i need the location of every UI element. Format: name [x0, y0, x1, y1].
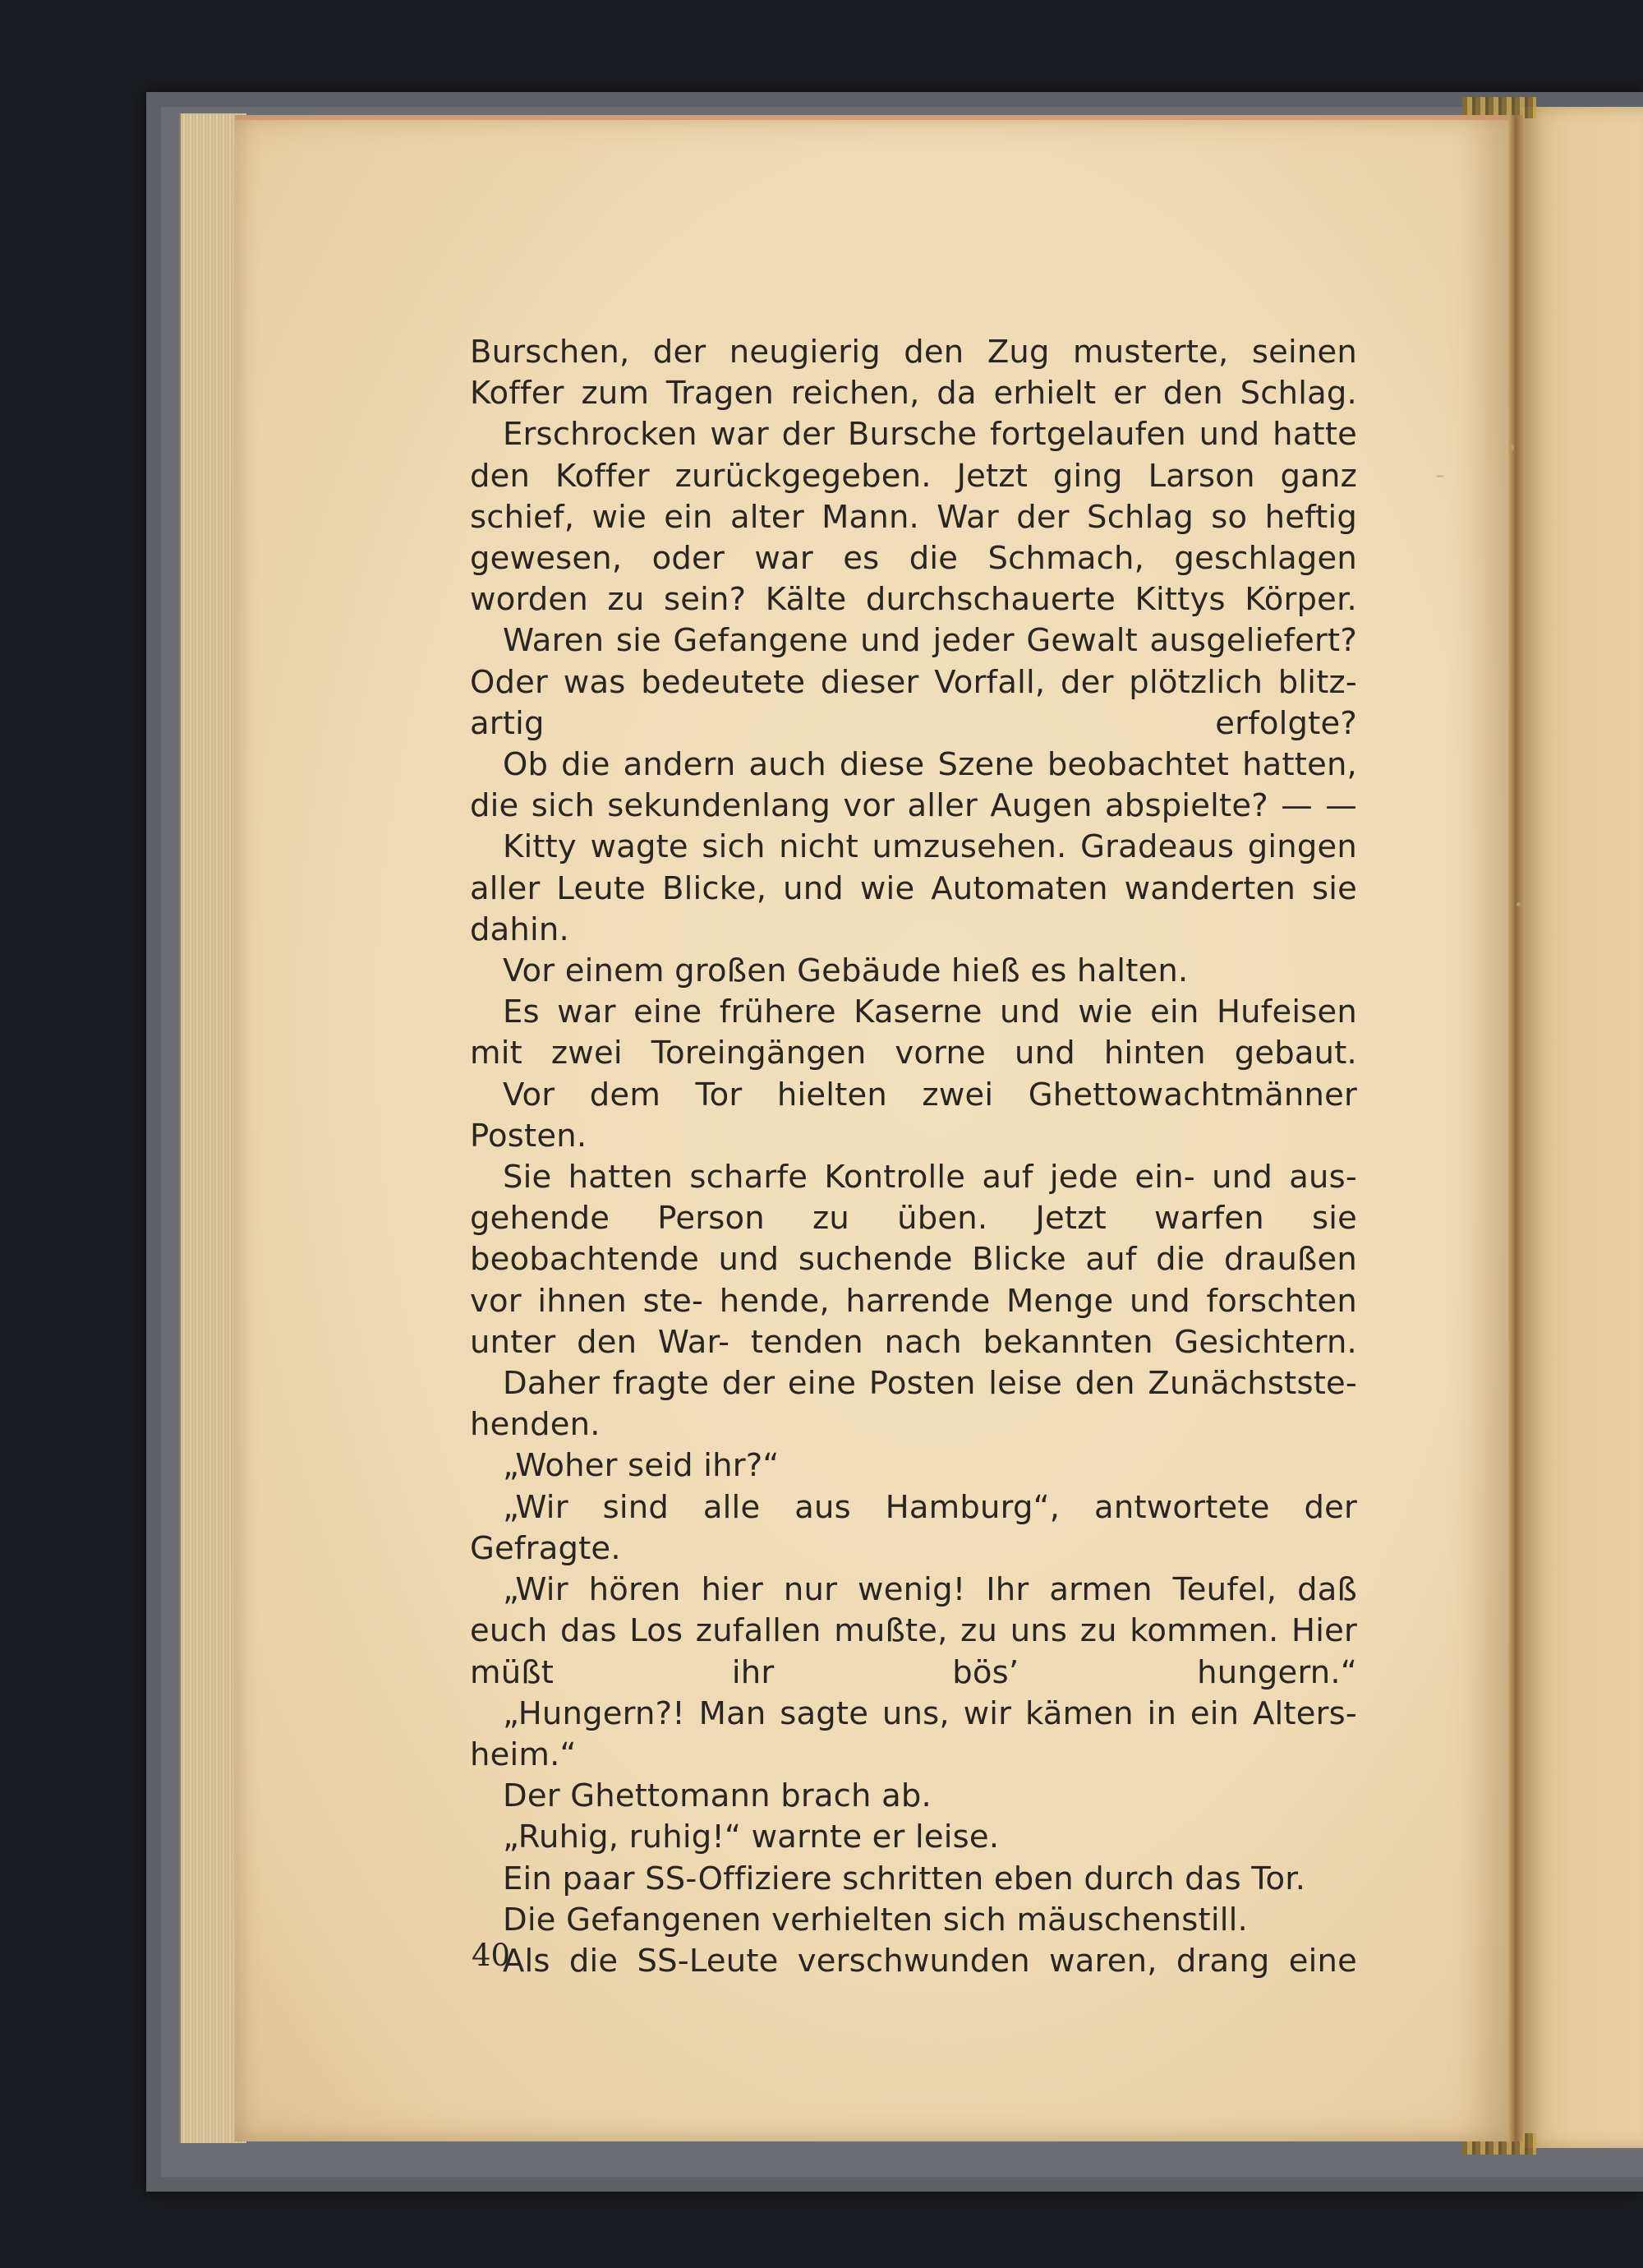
- paragraph: Ein paar SS-Offiziere schritten eben durch das Tor.: [503, 1860, 1306, 1897]
- paragraph: Sie hatten scharfe Kontrolle auf jede ein- und aus- gehende Person zu üben. Jetzt warfen sie beobachtende und suchende Blicke auf die draußen vor ihnen ste- hende, harrende Menge und forschten unter den War- tenden nach bekannten Gesichtern.: [470, 1159, 1357, 1361]
- page-top-edge: [235, 115, 1508, 120]
- page-number: 40: [472, 1938, 511, 1973]
- paragraph: Vor dem Tor hielten zwei Ghettowachtmänner Posten.: [470, 1076, 1357, 1155]
- paragraph: Der Ghettomann brach ab.: [503, 1777, 932, 1815]
- paragraph: „Wir sind alle aus Hamburg“, antwortete der Gefragte.: [470, 1488, 1357, 1567]
- paper-speck: [1516, 902, 1521, 906]
- paper-speck: [1436, 475, 1444, 477]
- paragraph: Kitty wagte sich nicht umzusehen. Gradeaus gingen aller Leute Blicke, und wie Automaten wanderten sie dahin.: [470, 828, 1357, 948]
- paragraph: Vor einem großen Gebäude hieß es halten.: [503, 952, 1189, 990]
- paragraph: Als die SS-Leute verschwunden waren, drang eine: [503, 1942, 1357, 1980]
- paragraph: „Ruhig, ruhig!“ warnte er leise.: [503, 1819, 1000, 1856]
- paragraph: Ob die andern auch diese Szene beobachtet hatten, die sich sekundenlang vor aller Augen abspielte? — —: [470, 746, 1357, 825]
- page-text: [470, 332, 1357, 1982]
- paragraph: Die Gefangenen verhielten sich mäuschenstill.: [503, 1901, 1248, 1938]
- book-gutter: [1508, 115, 1523, 2141]
- paragraph: „Hungern?! Man sagte uns, wir kämen in ein Alters- heim.“: [470, 1694, 1357, 1773]
- paragraph: Waren sie Gefangene und jeder Gewalt ausgeliefert? Oder was bedeutete dieser Vorfall, der plötzlich blitz- artig erfolgte?: [470, 622, 1357, 742]
- paragraph: Erschrocken war der Bursche fortgelaufen und hatte den Koffer zurückgegeben. Jetzt ging Larson ganz schief, wie ein alter Mann. War der Schlag so heftig gewesen, oder war es die Schmach, geschlagen worden zu sein? Kälte durchschauerte Kittys Körper.: [470, 416, 1357, 619]
- paragraph: Burschen, der neugierig den Zug musterte, seinen Koffer zum Tragen reichen, da erhielt er den Schlag.: [470, 334, 1357, 413]
- paragraph: „Wir hören hier nur wenig! Ihr armen Teufel, daß euch das Los zufallen mußte, zu uns zu kommen. Hier müßt ihr bös’ hungern.“: [470, 1571, 1357, 1691]
- facing-page: [1523, 107, 1643, 2148]
- paper-speck: [1510, 444, 1514, 451]
- paragraph: „Woher seid ihr?“: [503, 1447, 780, 1485]
- paragraph: Es war eine frühere Kaserne und wie ein Hufeisen mit zwei Toreingängen vorne und hinten gebaut.: [470, 993, 1357, 1072]
- paragraph: Daher fragte der eine Posten leise den Zunächstste- henden.: [470, 1365, 1357, 1444]
